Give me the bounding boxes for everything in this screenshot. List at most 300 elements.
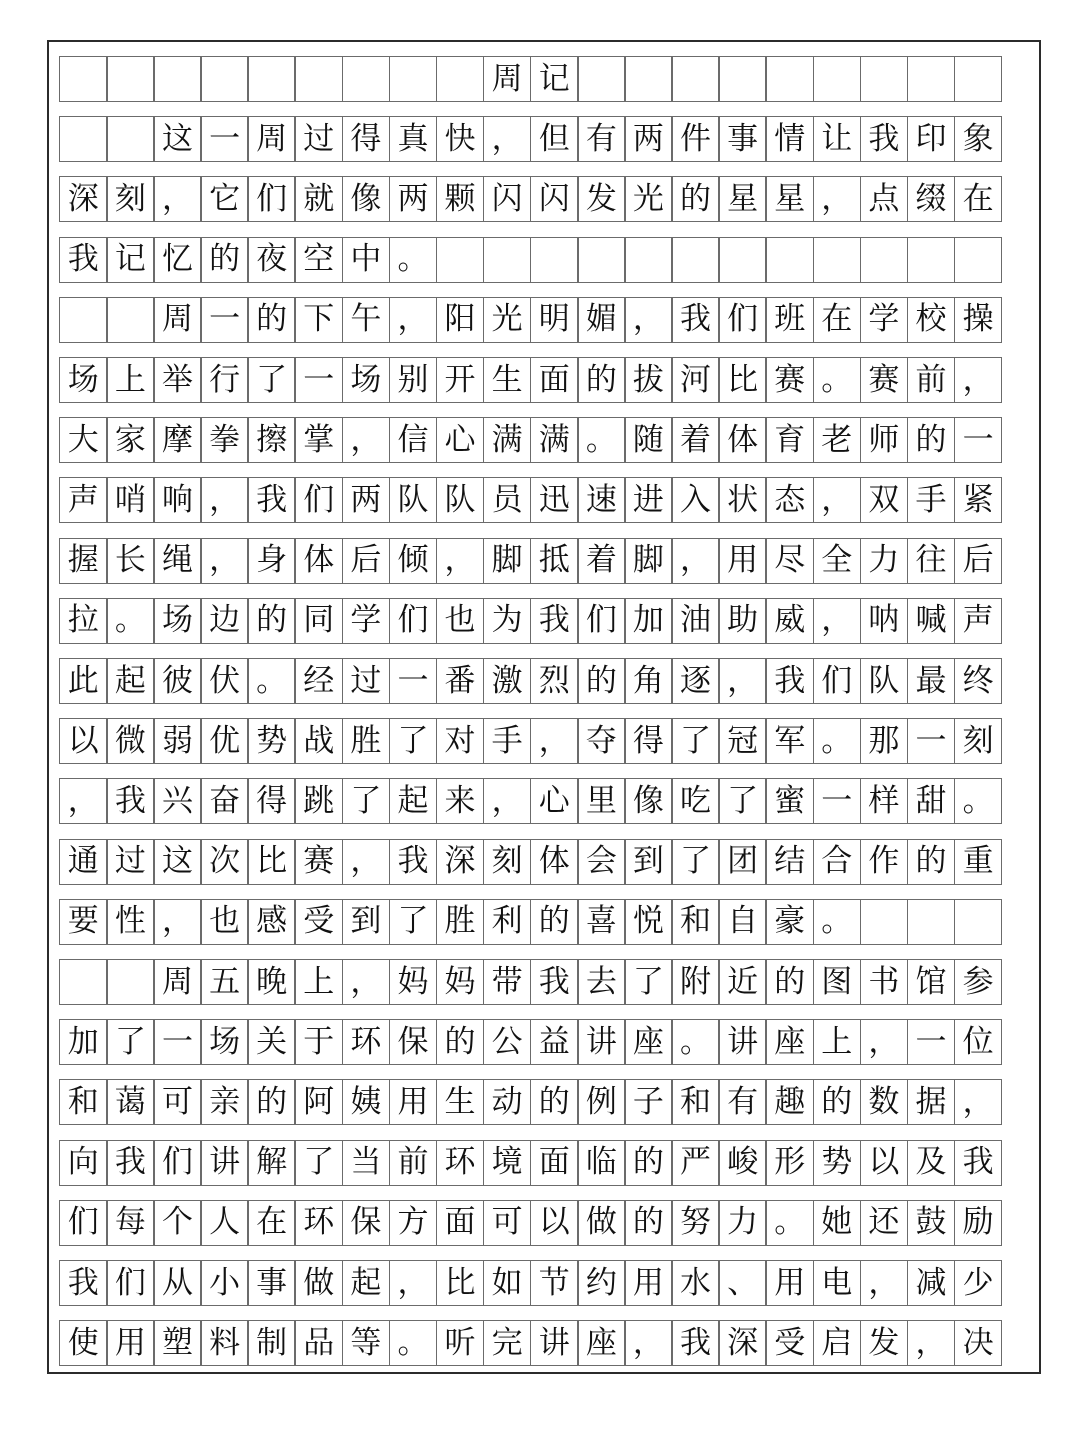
paragraph-2-char: 也 (200, 899, 249, 945)
paragraph-2-char: 后 (342, 538, 391, 584)
paragraph-2-char: 着 (671, 417, 720, 463)
paragraph-2-char: 心 (530, 778, 579, 824)
paragraph-3-char: 启 (813, 1320, 862, 1366)
grid-row (59, 357, 1031, 403)
paragraph-2-char: 了 (342, 778, 391, 824)
paragraph-3-char: 听 (436, 1320, 485, 1366)
paragraph-3-char: 及 (907, 1140, 956, 1186)
paragraph-1-char: 过 (294, 116, 343, 162)
grid-cell-empty (907, 237, 956, 283)
paragraph-3-char: 等 (342, 1320, 391, 1366)
grid-cell-empty (860, 899, 909, 945)
paragraph-1-char: 两 (624, 116, 673, 162)
paragraph-3-char: 决 (954, 1320, 1003, 1366)
paragraph-2-char: 作 (860, 839, 909, 885)
paragraph-2-char: 奋 (200, 778, 249, 824)
paragraph-2-char: ， (389, 297, 438, 343)
grid-cell-empty (577, 56, 626, 102)
paragraph-3-char: 如 (483, 1260, 532, 1306)
paragraph-3-char: 方 (389, 1200, 438, 1246)
paragraph-3-char: 和 (671, 1079, 720, 1125)
paragraph-2-char: 威 (765, 598, 814, 644)
paragraph-2-char: 。 (247, 658, 296, 704)
paragraph-3-char: 于 (294, 1019, 343, 1065)
grid-cell-empty (59, 297, 108, 343)
paragraph-3-char: 我 (106, 1140, 155, 1186)
paragraph-1-char: 象 (954, 116, 1003, 162)
paragraph-2-char: 自 (718, 899, 767, 945)
paragraph-2-char: 师 (860, 417, 909, 463)
paragraph-2-char: 声 (954, 598, 1003, 644)
paragraph-2-char: 班 (765, 297, 814, 343)
paragraph-2-char: 媚 (577, 297, 626, 343)
paragraph-3-char: 从 (153, 1260, 202, 1306)
paragraph-3-char: 个 (153, 1200, 202, 1246)
paragraph-3-char: 阿 (294, 1079, 343, 1125)
paragraph-2-char: ， (59, 778, 108, 824)
paragraph-1-char: 们 (247, 176, 296, 222)
grid-row (59, 176, 1031, 222)
paragraph-2-char: 战 (294, 718, 343, 764)
paragraph-3-char: 去 (577, 959, 626, 1005)
paragraph-3-char: 她 (813, 1200, 862, 1246)
paragraph-2-char: 最 (907, 658, 956, 704)
paragraph-1-char: 周 (247, 116, 296, 162)
paragraph-2-char: 我 (765, 658, 814, 704)
paragraph-3-char: 馆 (907, 959, 956, 1005)
paragraph-2-char: 随 (624, 417, 673, 463)
paragraph-2-char: 通 (59, 839, 108, 885)
paragraph-3-char: 环 (294, 1200, 343, 1246)
paragraph-2-char: 上 (106, 357, 155, 403)
paragraph-2-char: 伏 (200, 658, 249, 704)
paragraph-2-char: 一 (294, 357, 343, 403)
paragraph-2-char: 哨 (106, 477, 155, 523)
paragraph-2-char: 悦 (624, 899, 673, 945)
paragraph-2-char: 一 (813, 778, 862, 824)
grid-row (59, 658, 1031, 704)
paragraph-2-char: 性 (106, 899, 155, 945)
paragraph-2-char: 经 (294, 658, 343, 704)
paragraph-1-char: 颗 (436, 176, 485, 222)
paragraph-3-char: 境 (483, 1140, 532, 1186)
paragraph-3-char: ， (389, 1260, 438, 1306)
grid-cell-empty (342, 56, 391, 102)
paragraph-1-char: 但 (530, 116, 579, 162)
paragraph-2-char: 。 (954, 778, 1003, 824)
paragraph-2-char: 我 (530, 598, 579, 644)
paragraph-3-char: 保 (389, 1019, 438, 1065)
paragraph-2-char: 豪 (765, 899, 814, 945)
paragraph-2-char: 喜 (577, 899, 626, 945)
paragraph-3-char: 水 (671, 1260, 720, 1306)
paragraph-3-char: 。 (389, 1320, 438, 1366)
paragraph-3-char: 加 (59, 1019, 108, 1065)
paragraph-2-char: 举 (153, 357, 202, 403)
paragraph-3-char: 上 (813, 1019, 862, 1065)
paragraph-2-char: 终 (954, 658, 1003, 704)
paragraph-1-char: 就 (294, 176, 343, 222)
paragraph-2-char: 赛 (860, 357, 909, 403)
paragraph-2-char: 前 (907, 357, 956, 403)
grid-row (59, 1019, 1031, 1065)
paragraph-2-char: ， (624, 297, 673, 343)
paragraph-2-char: 下 (294, 297, 343, 343)
grid-cell-empty (624, 237, 673, 283)
paragraph-2-char: 过 (106, 839, 155, 885)
grid-cell-empty (954, 56, 1003, 102)
paragraph-3-char: 了 (624, 959, 673, 1005)
paragraph-3-char: 五 (200, 959, 249, 1005)
paragraph-2-char: 场 (342, 357, 391, 403)
paragraph-2-char: 。 (106, 598, 155, 644)
paragraph-3-char: 我 (530, 959, 579, 1005)
paragraph-2-char: 抵 (530, 538, 579, 584)
paragraph-1-char: 快 (436, 116, 485, 162)
paragraph-3-char: 势 (813, 1140, 862, 1186)
paragraph-2-char: 团 (718, 839, 767, 885)
paragraph-3-char: 少 (954, 1260, 1003, 1306)
paragraph-2-char: 拉 (59, 598, 108, 644)
paragraph-2-char: 倾 (389, 538, 438, 584)
paragraph-2-char: 喊 (907, 598, 956, 644)
paragraph-3-char: 保 (342, 1200, 391, 1246)
grid-row (59, 1260, 1031, 1306)
grid-cell-empty (624, 56, 673, 102)
paragraph-3-char: 事 (247, 1260, 296, 1306)
paragraph-3-char: 约 (577, 1260, 626, 1306)
paragraph-3-char: 前 (389, 1140, 438, 1186)
grid-row (59, 1320, 1031, 1366)
paragraph-2-char: 学 (860, 297, 909, 343)
grid-cell-empty (954, 899, 1003, 945)
paragraph-3-char: 做 (577, 1200, 626, 1246)
paragraph-2-char: 加 (624, 598, 673, 644)
paragraph-1-char: ， (483, 116, 532, 162)
paragraph-2-char: 的 (907, 417, 956, 463)
paragraph-3-char: 子 (624, 1079, 673, 1125)
paragraph-1-char: 的 (671, 176, 720, 222)
grid-row (59, 718, 1031, 764)
paragraph-2-char: 入 (671, 477, 720, 523)
paragraph-2-char: 也 (436, 598, 485, 644)
grid-cell-empty (907, 56, 956, 102)
paragraph-3-char: 小 (200, 1260, 249, 1306)
paragraph-3-char: 还 (860, 1200, 909, 1246)
grid-cell-empty (813, 237, 862, 283)
paragraph-2-char: 明 (530, 297, 579, 343)
grid-row (59, 1140, 1031, 1186)
paragraph-2-char: 午 (342, 297, 391, 343)
paragraph-1-char: 像 (342, 176, 391, 222)
paragraph-3-char: 严 (671, 1140, 720, 1186)
paragraph-3-char: 当 (342, 1140, 391, 1186)
paragraph-1-char: 真 (389, 116, 438, 162)
paragraph-2-char: 了 (389, 899, 438, 945)
paragraph-2-char: 军 (765, 718, 814, 764)
paragraph-3-char: 的 (530, 1079, 579, 1125)
paragraph-2-char: 利 (483, 899, 532, 945)
paragraph-2-char: 。 (577, 417, 626, 463)
paragraph-3-char: 一 (907, 1019, 956, 1065)
paragraph-3-char: 生 (436, 1079, 485, 1125)
grid-cell-empty (59, 116, 108, 162)
paragraph-3-char: 动 (483, 1079, 532, 1125)
paragraph-3-char: 、 (718, 1260, 767, 1306)
paragraph-2-char: 摩 (153, 417, 202, 463)
paragraph-2-char: 大 (59, 417, 108, 463)
paragraph-3-char: 们 (59, 1200, 108, 1246)
paragraph-3-char: 用 (389, 1079, 438, 1125)
paragraph-1-char: 这 (153, 116, 202, 162)
paragraph-2-char: 校 (907, 297, 956, 343)
paragraph-2-char: ， (483, 778, 532, 824)
paragraph-2-char: 阳 (436, 297, 485, 343)
paragraph-2-char: 赛 (294, 839, 343, 885)
paragraph-1-char: 一 (200, 116, 249, 162)
grid-row (59, 598, 1031, 644)
paragraph-3-char: 的 (624, 1200, 673, 1246)
paragraph-3-char: 上 (294, 959, 343, 1005)
paragraph-2-char: 场 (59, 357, 108, 403)
paragraph-2-char: 紧 (954, 477, 1003, 523)
paragraph-2-char: 油 (671, 598, 720, 644)
paragraph-2-char: 体 (718, 417, 767, 463)
paragraph-2-char: 一 (907, 718, 956, 764)
paragraph-3-char: 的 (813, 1079, 862, 1125)
paragraph-3-char: 讲 (530, 1320, 579, 1366)
paragraph-2-char: 深 (436, 839, 485, 885)
grid-cell-empty (954, 237, 1003, 283)
paragraph-2-char: 受 (294, 899, 343, 945)
paragraph-2-char: 逐 (671, 658, 720, 704)
paragraph-3-char: 努 (671, 1200, 720, 1246)
paragraph-2-char: 往 (907, 538, 956, 584)
paragraph-2-char: 此 (59, 658, 108, 704)
paragraph-2-char: 擦 (247, 417, 296, 463)
paragraph-3-char: 亲 (200, 1079, 249, 1125)
paragraph-2-char: 重 (954, 839, 1003, 885)
grid-cell-empty (106, 56, 155, 102)
paragraph-2-char: 这 (153, 839, 202, 885)
grid-cell-empty (436, 237, 485, 283)
paragraph-3-char: 姨 (342, 1079, 391, 1125)
paragraph-3-char: 以 (860, 1140, 909, 1186)
paragraph-2-char: 用 (718, 538, 767, 584)
paragraph-3-char: 以 (530, 1200, 579, 1246)
paragraph-3-char: 附 (671, 959, 720, 1005)
paragraph-2-char: 操 (954, 297, 1003, 343)
paragraph-3-char: 比 (436, 1260, 485, 1306)
paragraph-2-char: 力 (860, 538, 909, 584)
paragraph-2-char: 心 (436, 417, 485, 463)
paragraph-2-char: ， (530, 718, 579, 764)
paragraph-2-char: 的 (907, 839, 956, 885)
paragraph-2-char: 了 (671, 839, 720, 885)
paragraph-2-char: 进 (624, 477, 673, 523)
paragraph-3-char: 可 (153, 1079, 202, 1125)
grid-cell-empty (200, 56, 249, 102)
paragraph-2-char: 满 (483, 417, 532, 463)
grid-row (59, 56, 1031, 102)
paragraph-2-char: 着 (577, 538, 626, 584)
paragraph-2-char: 起 (106, 658, 155, 704)
paragraph-2-char: ， (813, 598, 862, 644)
paragraph-2-char: 后 (954, 538, 1003, 584)
paragraph-3-char: 人 (200, 1200, 249, 1246)
paragraph-3-char: 面 (436, 1200, 485, 1246)
grid-cell-empty (718, 237, 767, 283)
paragraph-2-char: 拳 (200, 417, 249, 463)
paragraph-2-char: 的 (577, 357, 626, 403)
paragraph-2-char: 尽 (765, 538, 814, 584)
paragraph-1-char: 空 (294, 237, 343, 283)
paragraph-3-char: ， (624, 1320, 673, 1366)
paragraph-3-char: 公 (483, 1019, 532, 1065)
paragraph-2-char: 在 (813, 297, 862, 343)
paragraph-3-char: 关 (247, 1019, 296, 1065)
paragraph-3-char: 用 (624, 1260, 673, 1306)
paragraph-2-char: 要 (59, 899, 108, 945)
manuscript-sheet (47, 40, 1041, 1374)
grid-row (59, 116, 1031, 162)
paragraph-2-char: 行 (200, 357, 249, 403)
grid-cell-empty (294, 56, 343, 102)
grid-row (59, 237, 1031, 283)
paragraph-2-char: 对 (436, 718, 485, 764)
paragraph-3-char: 近 (718, 959, 767, 1005)
paragraph-2-char: 队 (389, 477, 438, 523)
title-char: 记 (530, 56, 579, 102)
paragraph-3-char: 鼓 (907, 1200, 956, 1246)
paragraph-3-char: 参 (954, 959, 1003, 1005)
paragraph-1-char: 我 (860, 116, 909, 162)
paragraph-3-char: 了 (106, 1019, 155, 1065)
paragraph-2-char: 的 (530, 899, 579, 945)
paragraph-2-char: 手 (907, 477, 956, 523)
paragraph-2-char: 们 (389, 598, 438, 644)
paragraph-2-char: 彼 (153, 658, 202, 704)
paragraph-2-char: 们 (813, 658, 862, 704)
paragraph-1-char: 星 (718, 176, 767, 222)
paragraph-3-char: 晚 (247, 959, 296, 1005)
paragraph-2-char: 我 (389, 839, 438, 885)
grid-row (59, 959, 1031, 1005)
grid-cell-empty (106, 116, 155, 162)
paragraph-2-char: 场 (153, 598, 202, 644)
paragraph-2-char: 跳 (294, 778, 343, 824)
paragraph-2-char: ， (342, 839, 391, 885)
paragraph-3-char: 可 (483, 1200, 532, 1246)
grid-cell-empty (813, 56, 862, 102)
paragraph-1-char: 忆 (153, 237, 202, 283)
paragraph-2-char: 以 (59, 718, 108, 764)
grid-cell-empty (671, 237, 720, 283)
paragraph-3-char: 我 (954, 1140, 1003, 1186)
paragraph-2-char: 角 (624, 658, 673, 704)
paragraph-1-char: 刻 (106, 176, 155, 222)
paragraph-1-char: 有 (577, 116, 626, 162)
paragraph-2-char: 赛 (765, 357, 814, 403)
paragraph-2-char: 会 (577, 839, 626, 885)
paragraph-2-char: 微 (106, 718, 155, 764)
paragraph-3-char: 周 (153, 959, 202, 1005)
paragraph-3-char: ， (860, 1260, 909, 1306)
paragraph-1-char: 得 (342, 116, 391, 162)
paragraph-1-char: 中 (342, 237, 391, 283)
paragraph-1-char: ， (153, 176, 202, 222)
paragraph-2-char: 开 (436, 357, 485, 403)
paragraph-1-char: 的 (200, 237, 249, 283)
paragraph-2-char: 助 (718, 598, 767, 644)
paragraph-2-char: 家 (106, 417, 155, 463)
paragraph-3-char: 用 (106, 1320, 155, 1366)
paragraph-2-char: 刻 (483, 839, 532, 885)
paragraph-2-char: 队 (436, 477, 485, 523)
paragraph-3-char: 一 (153, 1019, 202, 1065)
paragraph-3-char: 。 (765, 1200, 814, 1246)
paragraph-3-char: 数 (860, 1079, 909, 1125)
paragraph-1-char: 它 (200, 176, 249, 222)
paragraph-2-char: 势 (247, 718, 296, 764)
paragraph-3-char: 座 (765, 1019, 814, 1065)
paragraph-1-char: 印 (907, 116, 956, 162)
paragraph-2-char: 们 (294, 477, 343, 523)
paragraph-2-char: 们 (718, 297, 767, 343)
paragraph-2-char: 吃 (671, 778, 720, 824)
paragraph-2-char: 全 (813, 538, 862, 584)
paragraph-2-char: 结 (765, 839, 814, 885)
paragraph-3-char: 讲 (200, 1140, 249, 1186)
paragraph-2-char: 们 (577, 598, 626, 644)
paragraph-2-char: 比 (718, 357, 767, 403)
paragraph-2-char: 队 (860, 658, 909, 704)
paragraph-2-char: 得 (624, 718, 673, 764)
paragraph-2-char: 迅 (530, 477, 579, 523)
paragraph-1-char: 深 (59, 176, 108, 222)
paragraph-2-char: 体 (294, 538, 343, 584)
paragraph-3-char: 蔼 (106, 1079, 155, 1125)
paragraph-1-char: 夜 (247, 237, 296, 283)
paragraph-2-char: 的 (577, 658, 626, 704)
paragraph-3-char: 讲 (718, 1019, 767, 1065)
paragraph-3-char: 和 (59, 1079, 108, 1125)
paragraph-1-char: 点 (860, 176, 909, 222)
paragraph-3-char: 用 (765, 1260, 814, 1306)
paragraph-2-char: 呐 (860, 598, 909, 644)
paragraph-1-char: ， (813, 176, 862, 222)
paragraph-2-char: 我 (671, 297, 720, 343)
paragraph-3-char: 面 (530, 1140, 579, 1186)
paragraph-2-char: 满 (530, 417, 579, 463)
paragraph-3-char: 受 (765, 1320, 814, 1366)
paragraph-2-char: 掌 (294, 417, 343, 463)
paragraph-2-char: 我 (247, 477, 296, 523)
paragraph-3-char: 力 (718, 1200, 767, 1246)
paragraph-3-char: 制 (247, 1320, 296, 1366)
grid-cell-empty (718, 56, 767, 102)
grid-cell-empty (153, 56, 202, 102)
paragraph-3-char: 有 (718, 1079, 767, 1125)
paragraph-3-char: 解 (247, 1140, 296, 1186)
paragraph-3-char: ， (907, 1320, 956, 1366)
paragraph-2-char: 次 (200, 839, 249, 885)
paragraph-1-char: 在 (954, 176, 1003, 222)
paragraph-3-char: 环 (436, 1140, 485, 1186)
paragraph-3-char: 向 (59, 1140, 108, 1186)
paragraph-3-char: 了 (294, 1140, 343, 1186)
grid-row (59, 1200, 1031, 1246)
